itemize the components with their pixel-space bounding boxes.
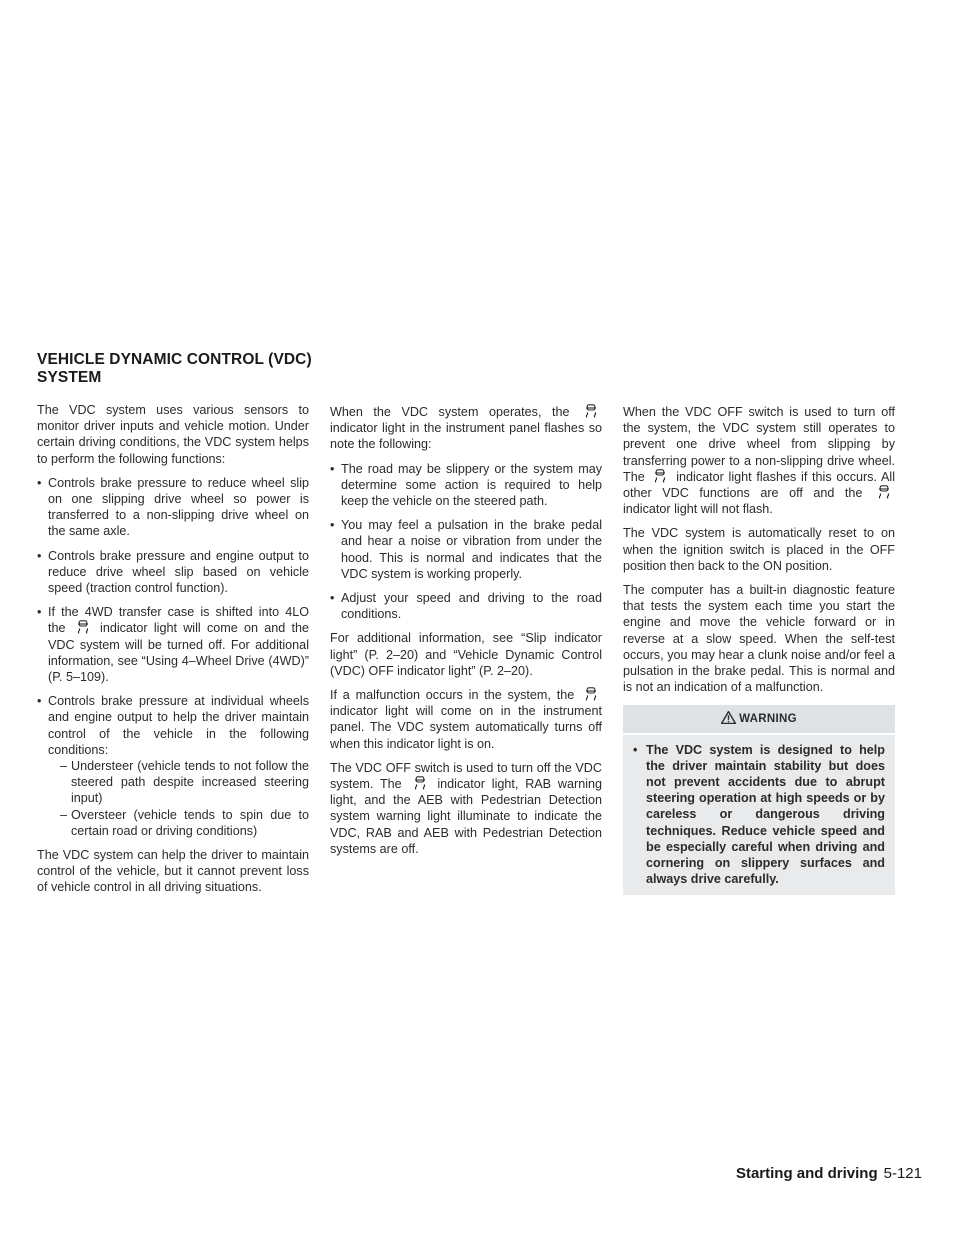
col2-para-1 — [330, 404, 602, 453]
warning-title: WARNING — [739, 713, 797, 726]
col1-dash-1: – Understeer (vehicle tends to not follow the steered path despite increased steering input) — [48, 758, 309, 807]
col2-para-4 — [330, 760, 602, 857]
warning-box — [623, 705, 895, 895]
col2-bullet-2: • You may feel a pulsation in the brake pedal and hear a noise or vibration from under the hood. This is normal and indicates that the VDC system is working properly. — [330, 517, 602, 582]
slip-indicator-icon — [580, 687, 602, 701]
col2-para-3 — [330, 687, 602, 752]
col2-bullet-1: • The road may be slippery or the system may determine some action is required to help keep the vehicle on the steered path. — [330, 461, 602, 510]
col3-para-1-mid: indicator light flashes if this occurs. All other VDC functions are off and the — [623, 469, 896, 501]
col1-bullet-1: • Controls brake pressure to reduce wheel slip on one slipping drive wheel so power is transferred to a non-slipping drive wheel on the same axle. — [37, 475, 309, 540]
heading-line-1: VEHICLE DYNAMIC CONTROL (VDC) — [37, 351, 312, 368]
footer-page-number: 5-121 — [883, 1165, 922, 1182]
warning-header — [623, 705, 895, 732]
col1-dash-list — [48, 758, 309, 839]
col2-para-4-post: indicator light, RAB warning light, and the AEB with Pedestrian Detection system warning light illuminate to indicate the VDC, RAB and AEB with Pedestrian Detection systems are off. — [330, 777, 603, 856]
col3-para-3: The computer has a built-in diagnostic feature that tests the system each time you start the engine and move the vehicle forward or in reverse at a slow speed. When the self-test occurs, you may hear a clunk noise and/or feel a pulsation in the brake pedal. This is normal and is not an indication of a malfunction. — [623, 583, 895, 695]
col1-dash-2: – Oversteer (vehicle tends to spin due to certain road or driving conditions) — [48, 807, 309, 839]
col3-para-1 — [623, 404, 895, 517]
col1-bullet-4-text: Controls brake pressure at individual wheels and engine output to help the driver maintain control of the vehicle in the following conditions: — [48, 694, 309, 757]
col1-bullet-2: • Controls brake pressure and engine output to reduce drive wheel slip based on vehicle speed (traction control function). — [37, 548, 309, 597]
col1-bullet-4 — [37, 693, 309, 839]
col2-para-4-pre: The VDC OFF switch is used to turn off the VDC system. The — [330, 760, 602, 792]
column-2 — [330, 404, 602, 865]
warning-body — [623, 733, 895, 896]
col2-bullet-list — [330, 461, 602, 623]
col2-para-1-post: indicator light in the instrument panel flashes so note the following: — [330, 421, 602, 452]
col1-intro: The VDC system uses various sensors to monitor driver inputs and vehicle motion. Under certain driving conditions, the VDC system helps to perform the following functions: — [37, 403, 309, 466]
warning-text: • The VDC system is designed to help the driver maintain stability but does not prevent accidents due to abrupt steering operation at high speeds or by careless or dangerous driving techniques. Reduce vehicle speed and be especially careful when driving and cornering on slippery surfaces and always drive carefully. — [633, 742, 885, 888]
column-3 — [623, 404, 895, 895]
page-footer — [736, 1165, 922, 1182]
col1-bullet-3-pre: If the 4WD transfer case is shifted into 4LO the — [48, 605, 309, 636]
col3-para-2: The VDC system is automatically reset to on when the ignition switch is placed in the OFF position then back to the ON position. — [623, 526, 895, 573]
col2-bullet-3: • Adjust your speed and driving to the road conditions. — [330, 590, 602, 622]
slip-indicator-icon — [649, 469, 671, 483]
col2-para-2: For additional information, see “Slip indicator light” (P. 2–20) and “Vehicle Dynamic Control (VDC) OFF indicator light” (P. 2–20). — [330, 631, 602, 678]
slip-indicator-icon — [72, 620, 94, 634]
heading-line-2: SYSTEM — [37, 369, 102, 386]
section-heading — [37, 351, 337, 387]
col3-para-1-pre: When the VDC OFF switch is used to turn off the system, the VDC system still operates to prevent one drive wheel from slipping by transferring power to a non-slipping drive wheel. The — [623, 405, 895, 484]
column-1 — [37, 402, 309, 904]
col1-bullet-3 — [37, 604, 309, 685]
col2-para-3-post: indicator light will come on in the instrument panel. The VDC system automatically turns off when this indicator light is on. — [330, 704, 602, 751]
slip-indicator-icon — [873, 485, 895, 499]
footer-section: Starting and driving — [735, 1165, 878, 1182]
slip-indicator-icon — [580, 404, 602, 418]
col3-para-1-post: indicator light will not flash. — [623, 502, 773, 517]
col1-bullet-3-post: indicator light will come on and the VDC system will be turned off. For additional information, see “Using 4–Wheel Drive (4WD)” (P. 5–109). — [48, 621, 310, 685]
warning-triangle-icon — [721, 711, 736, 724]
col1-outro: The VDC system can help the driver to maintain control of the vehicle, but it cannot prevent loss of vehicle control in all driving situations. — [37, 848, 309, 895]
col1-bullet-list — [37, 475, 309, 839]
col2-para-3-pre: If a malfunction occurs in the system, the — [330, 688, 575, 703]
col2-para-1-pre: When the VDC system operates, the — [330, 405, 570, 419]
slip-indicator-icon — [409, 776, 431, 790]
